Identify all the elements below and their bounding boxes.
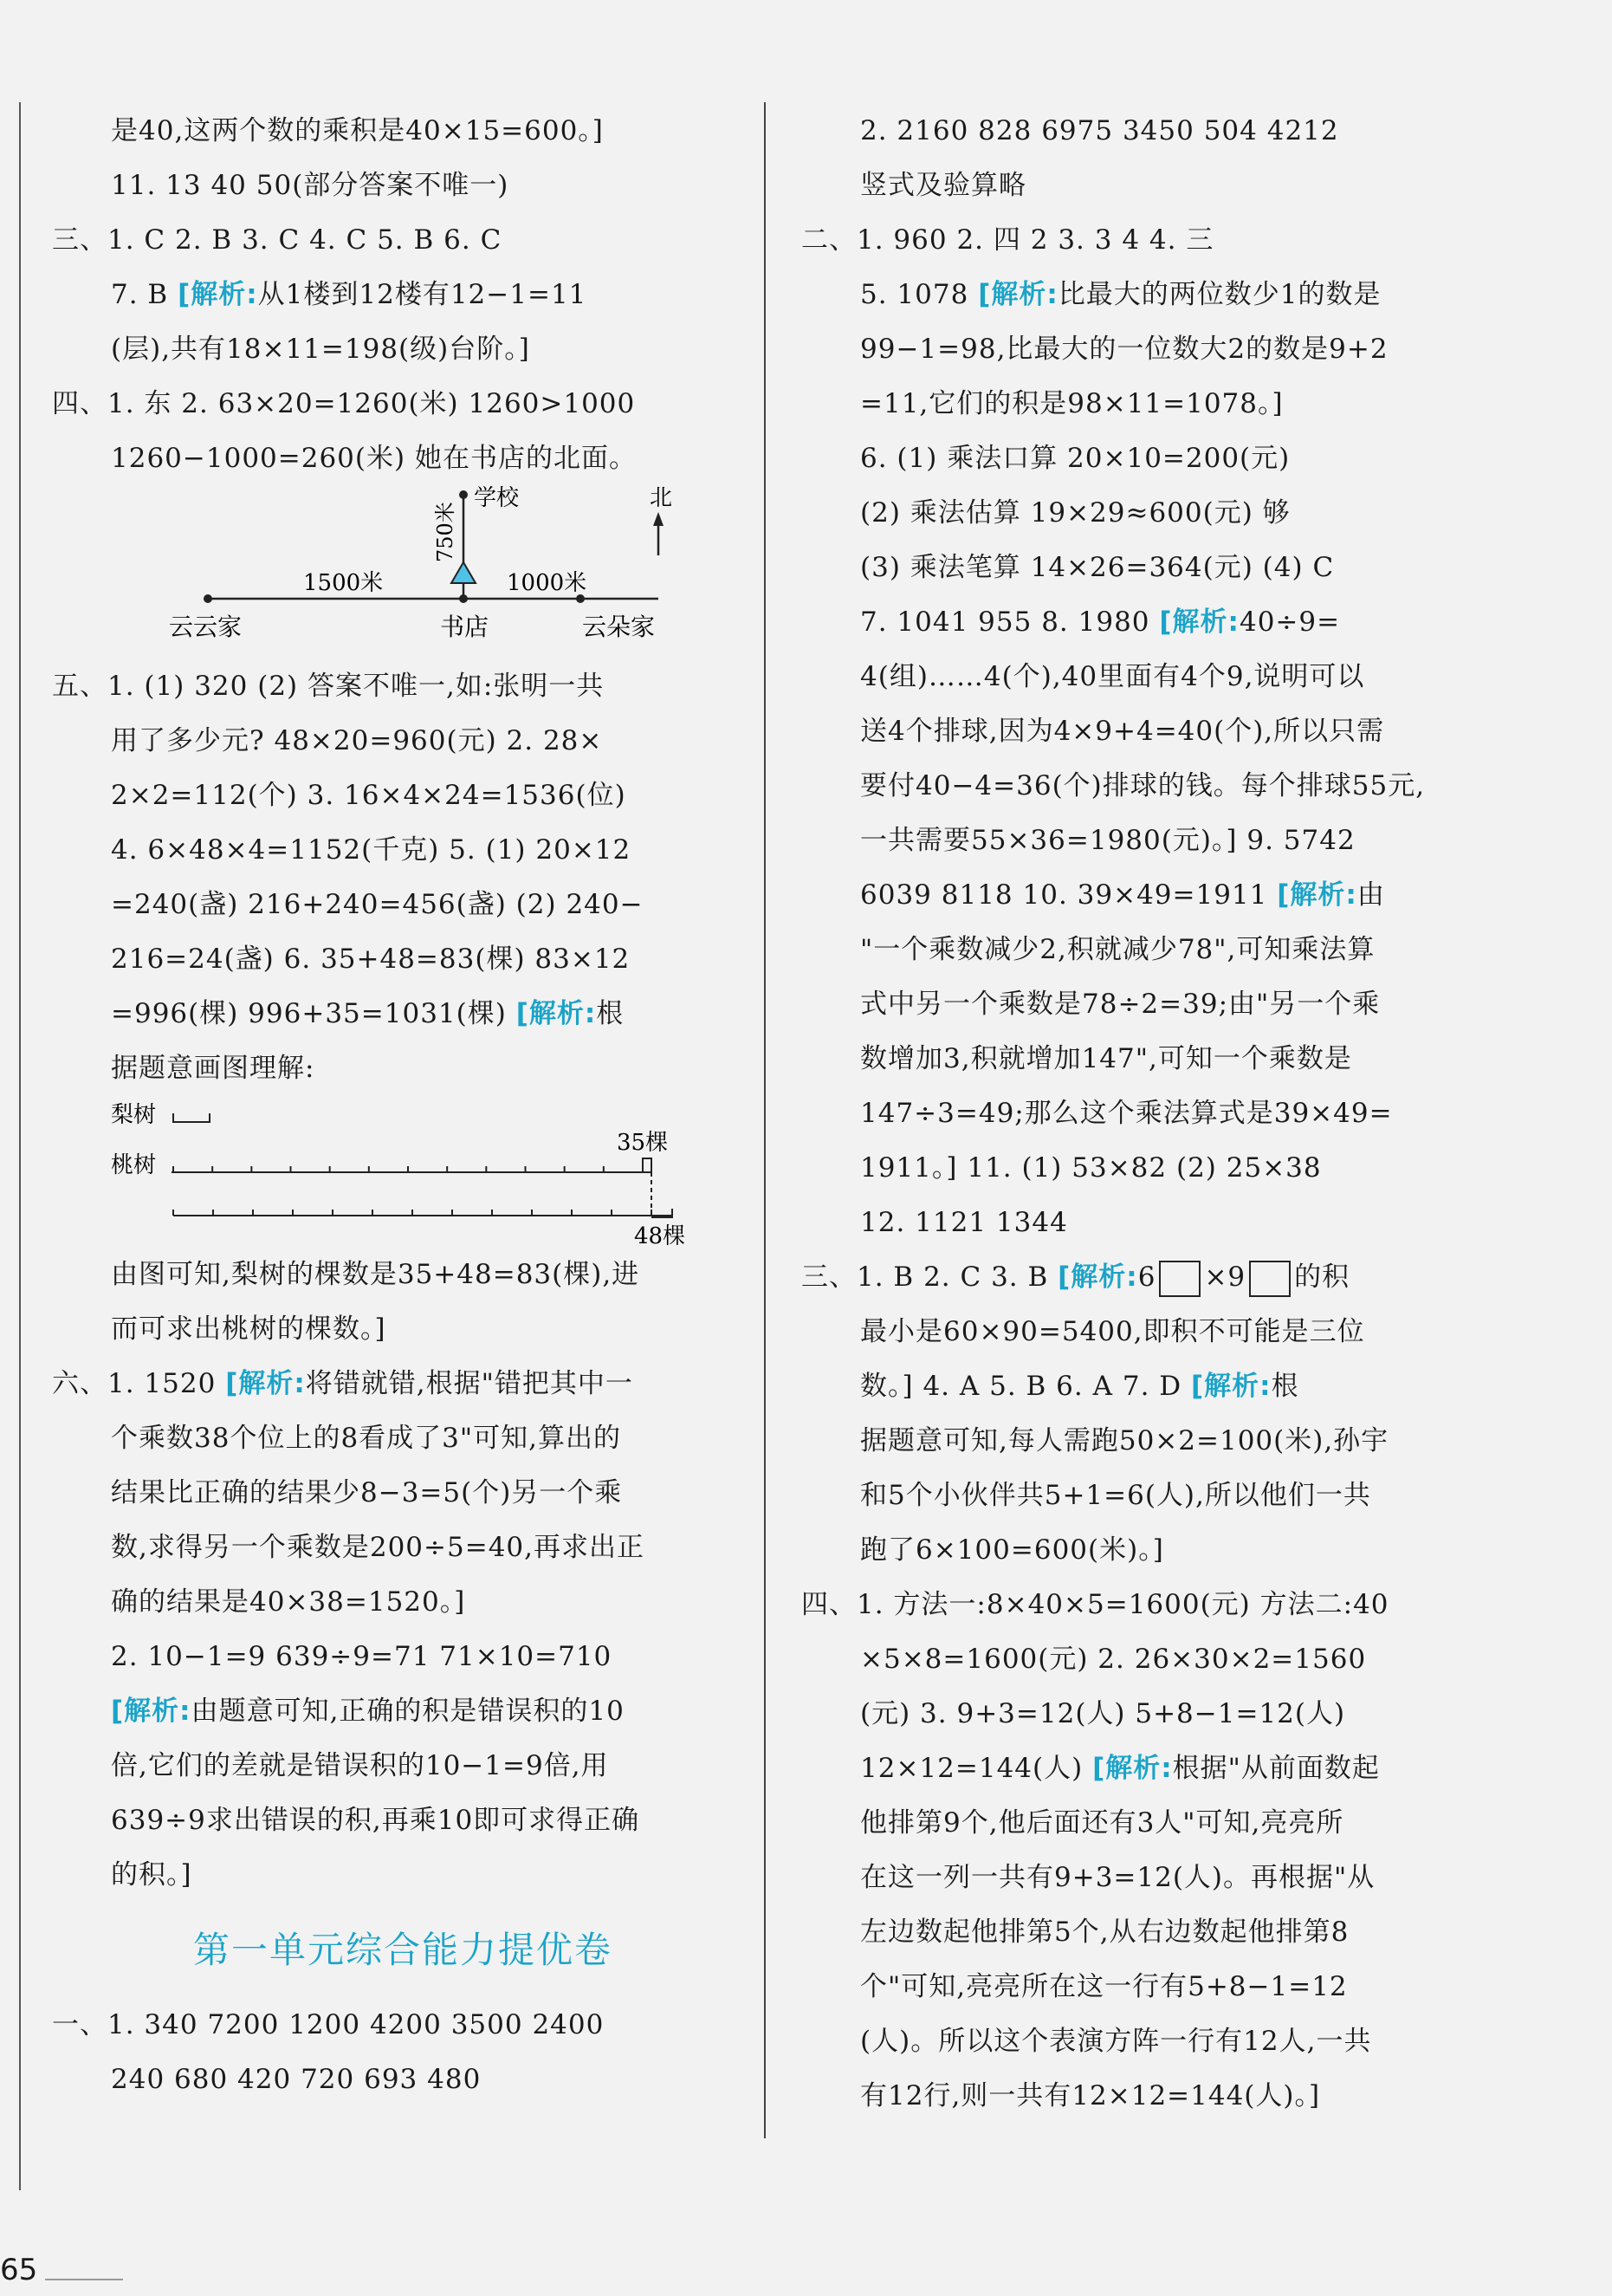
- text-line: 确的结果是40×38=1520。]: [111, 1586, 466, 1618]
- analysis-label: [解析:: [1159, 606, 1240, 638]
- answer-text: 7. 1041 955 8. 1980: [860, 606, 1160, 638]
- answer-text: 将错就错,根据"错把其中一: [305, 1368, 633, 1399]
- text-line: 2×2=112(个) 3. 16×4×24=1536(位): [111, 780, 626, 811]
- text-line: 式中另一个乘数是78÷2=39;由"另一个乘: [860, 989, 1381, 1020]
- text-line: (3) 乘法笔算 14×26=364(元) (4) C: [860, 552, 1335, 583]
- tree-diagram-figure: [52, 1096, 754, 1248]
- school-label: 学校: [474, 486, 520, 511]
- text-line: 639÷9求出错误的积,再乘10即可求得正确: [111, 1805, 640, 1836]
- north-arrow-icon: [653, 512, 664, 526]
- peach-label: 桃树: [111, 1152, 157, 1178]
- text-line: (2) 乘法估算 19×29≈600(元) 够: [860, 497, 1291, 529]
- answer-text: 根: [596, 998, 625, 1029]
- answer-text: 6: [1137, 1262, 1156, 1293]
- text-line: 的积。]: [111, 1859, 192, 1891]
- answer-text: 6039 8118 10. 39×49=1911: [860, 879, 1278, 911]
- text-line: 在这一列一共有9+3=12(人)。再根据"从: [860, 1862, 1376, 1893]
- answer-text: ×9: [1204, 1262, 1246, 1293]
- answer-text: 六、1. 1520: [52, 1368, 226, 1399]
- answer-text: =996(棵) 996+35=1031(棵): [111, 998, 516, 1029]
- text-line: 6. (1) 乘法口算 20×10=200(元): [860, 443, 1291, 474]
- text-line: 用了多少元? 48×20=960(元) 2. 28×: [111, 725, 603, 756]
- analysis-label: [解析:: [1191, 1371, 1272, 1402]
- binding-margin-line: [19, 102, 21, 2190]
- analysis-label: [解析:: [225, 1368, 306, 1399]
- peach-ticks: [173, 1166, 643, 1172]
- text-line: [52, 1357, 754, 1411]
- text-line: 结果比正确的结果少8−3=5(个)另一个乘: [111, 1477, 623, 1508]
- answer-text: 比最大的两位数少1的数是: [1058, 279, 1382, 310]
- text-line: [801, 1250, 1525, 1305]
- text-line: [52, 987, 754, 1041]
- answer-text: 5. 1078: [860, 279, 979, 310]
- text-line: 而可求出桃树的棵数。]: [111, 1313, 386, 1345]
- tree-diagram-svg: [52, 1096, 754, 1248]
- text-line: (人)。所以这个表演方阵一行有12人,一共: [860, 2026, 1372, 2057]
- text-line: 11. 13 40 50(部分答案不唯一): [111, 170, 509, 201]
- text-line: 个乘数38个位上的8看成了3"可知,算出的: [111, 1423, 622, 1454]
- answer-text: 由: [1356, 879, 1385, 911]
- text-line: 是40,这两个数的乘积是40×15=600。]: [111, 115, 604, 146]
- text-line: 据题意可知,每人需跑50×2=100(米),孙宇: [860, 1425, 1389, 1456]
- text-line: [801, 1741, 1525, 1796]
- analysis-label: [解析:: [515, 998, 597, 1029]
- count-48-label: 48棵: [634, 1223, 686, 1248]
- text-line: 4. 6×48×4=1152(千克) 5. (1) 20×12: [111, 834, 631, 866]
- text-line: 240 680 420 720 693 480: [111, 2064, 482, 2095]
- answer-text: 40÷9=: [1239, 606, 1341, 638]
- analysis-label: [解析:: [178, 279, 258, 310]
- text-line: [801, 1359, 1525, 1414]
- text-line: 竖式及验算略: [860, 170, 1026, 201]
- text-line: 216=24(盏) 6. 35+48=83(棵) 83×12: [111, 944, 631, 975]
- text-line: (元) 3. 9+3=12(人) 5+8−1=12(人): [860, 1698, 1346, 1729]
- answer-text: 根据"从前面数起: [1172, 1753, 1380, 1784]
- text-line: 12. 1121 1344: [860, 1207, 1068, 1238]
- text-line: 有12行,则一共有12×12=144(人)。]: [860, 2080, 1321, 2111]
- map-point-home-left: [204, 594, 212, 603]
- text-line: [52, 1684, 754, 1739]
- answer-text: 由题意可知,正确的积是错误积的10: [191, 1696, 625, 1727]
- answer-text: 12×12=144(人): [860, 1753, 1093, 1784]
- blank-box: [1159, 1261, 1201, 1297]
- text-line: [801, 868, 1525, 923]
- distance-right-label: 1000米: [507, 570, 587, 596]
- text-line: 五、1. (1) 320 (2) 答案不唯一,如:张明一共: [52, 671, 605, 702]
- text-line: 99−1=98,比最大的一位数大2的数是9+2: [860, 334, 1389, 365]
- second-ticks: [173, 1210, 651, 1216]
- bookstore-label: 书店: [440, 613, 489, 641]
- home-left-label: 云云家: [169, 613, 243, 641]
- count-35-label: 35棵: [617, 1130, 669, 1156]
- text-line: 由图可知,梨树的棵数是35+48=83(棵),进: [111, 1259, 640, 1290]
- answer-text: 从1楼到12楼有12−1=11: [257, 279, 587, 310]
- text-line: 他排第9个,他后面还有3人"可知,亮亮所: [860, 1807, 1344, 1839]
- text-line: 个"可知,亮亮所在这一行有5+8−1=12: [860, 1971, 1348, 2002]
- text-line: 倍,它们的差就是错误积的10−1=9倍,用: [111, 1750, 609, 1781]
- page-number: 65: [0, 2253, 38, 2287]
- text-line: 左边数起他排第5个,从右边数起他排第8: [860, 1917, 1350, 1948]
- blank-box: [1249, 1261, 1291, 1297]
- text-line: 四、1. 方法一:8×40×5=1600(元) 方法二:40: [801, 1589, 1389, 1620]
- text-line: 4(组)……4(个),40里面有4个9,说明可以: [860, 661, 1365, 692]
- text-line: =11,它们的积是98×11=1078。]: [860, 388, 1284, 419]
- map-point-bookstore: [459, 594, 468, 603]
- text-line: 数,求得另一个乘数是200÷5=40,再求出正: [111, 1532, 644, 1563]
- text-line: 1911。] 11. (1) 53×82 (2) 25×38: [860, 1152, 1322, 1184]
- section-title: 第一单元综合能力提优卷: [192, 1929, 612, 1971]
- text-line: 一共需要55×36=1980(元)。] 9. 5742: [860, 825, 1356, 856]
- text-line: [52, 268, 754, 322]
- text-line: 据题意画图理解:: [111, 1053, 315, 1084]
- text-line: 二、1. 960 2. 四 2 3. 3 4 4. 三: [801, 224, 1214, 256]
- text-line: 2. 10−1=9 639÷9=71 71×10=710: [111, 1641, 612, 1672]
- text-line: (层),共有18×11=198(级)台阶。]: [111, 334, 530, 365]
- column-divider: [764, 102, 766, 2138]
- text-line: 跑了6×100=600(米)。]: [860, 1534, 1164, 1566]
- home-right-label: 云朵家: [582, 613, 656, 641]
- answer-text: 三、1. B 2. C 3. B: [801, 1262, 1058, 1293]
- answer-text: 的积: [1294, 1262, 1350, 1293]
- analysis-label: [解析:: [1092, 1753, 1173, 1784]
- text-line: [801, 595, 1525, 650]
- text-line: =240(盏) 216+240=456(盏) (2) 240−: [111, 889, 644, 920]
- answer-text: 根: [1271, 1371, 1299, 1402]
- north-label: 北: [650, 486, 673, 511]
- analysis-label: [解析:: [1277, 879, 1357, 911]
- analysis-label: [解析:: [978, 279, 1058, 310]
- page-number-rule: [45, 2279, 123, 2280]
- text-line: 147÷3=49;那么这个乘法算式是39×49=: [860, 1098, 1393, 1129]
- direction-map-svg: [52, 486, 754, 659]
- right-column: [801, 104, 1525, 2124]
- text-line: 1260−1000=260(米) 她在书店的北面。: [111, 443, 637, 474]
- direction-map-figure: [52, 486, 754, 659]
- text-line: 一、1. 340 7200 1200 4200 3500 2400: [52, 2009, 605, 2040]
- text-line: [801, 268, 1525, 322]
- text-line: 2. 2160 828 6975 3450 504 4212: [860, 115, 1339, 146]
- text-line: 要付40−4=36(个)排球的钱。每个排球55元,: [860, 770, 1426, 801]
- analysis-label: [解析:: [1058, 1262, 1138, 1293]
- text-line: 送4个排球,因为4×9+4=40(个),所以只需: [860, 716, 1385, 747]
- map-point-school: [459, 490, 468, 499]
- text-line: 四、1. 东 2. 63×20=1260(米) 1260>1000: [52, 388, 636, 419]
- distance-up-label: 750米: [433, 502, 457, 562]
- text-line: 数增加3,积就增加147",可知一个乘数是: [860, 1043, 1352, 1074]
- answer-text: 7. B: [111, 279, 178, 310]
- text-line: "一个乘数减少2,积就减少78",可知乘法算: [860, 934, 1376, 965]
- text-line: 最小是60×90=5400,即积不可能是三位: [860, 1316, 1365, 1347]
- text-line: 和5个小伙伴共5+1=6(人),所以他们一共: [860, 1480, 1371, 1511]
- text-line: 三、1. C 2. B 3. C 4. C 5. B 6. C: [52, 224, 502, 256]
- text-line: ×5×8=1600(元) 2. 26×30×2=1560: [860, 1644, 1367, 1675]
- distance-left-label: 1500米: [303, 570, 384, 596]
- pear-bar: [173, 1113, 210, 1122]
- answer-text: 数。] 4. A 5. B 6. A 7. D: [860, 1371, 1191, 1402]
- peach-extra-marker: [643, 1158, 651, 1172]
- pear-label: 梨树: [111, 1102, 157, 1128]
- map-position-marker: [451, 562, 476, 583]
- left-column: [52, 104, 754, 2107]
- analysis-label: [解析:: [111, 1696, 191, 1727]
